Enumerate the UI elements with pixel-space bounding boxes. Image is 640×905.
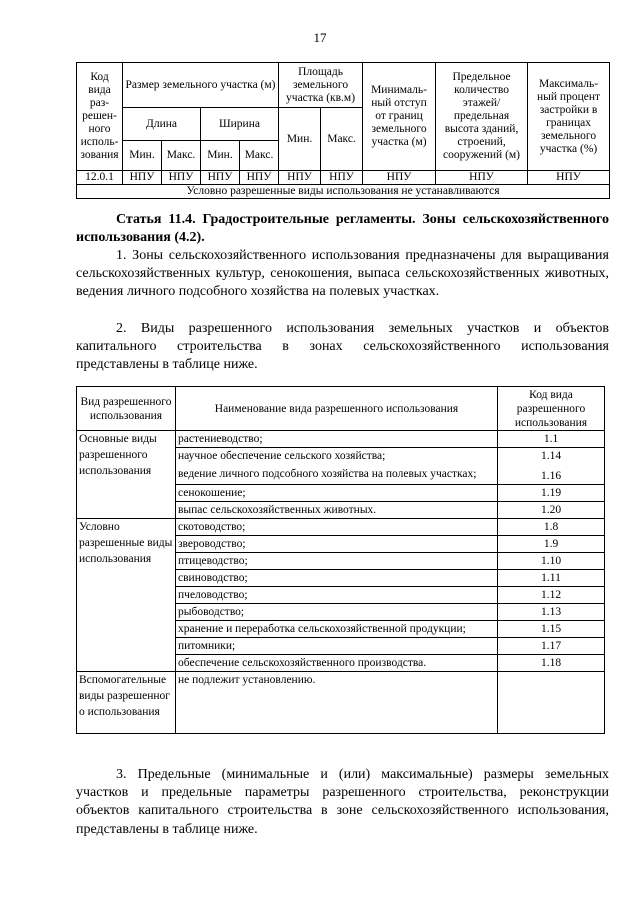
group-main: Основные виды разрешенного использования	[77, 431, 176, 519]
header-width: Ширина	[201, 108, 279, 141]
use-name: сенокошение;	[176, 485, 498, 502]
header-area-max: Макс.	[321, 108, 363, 171]
header-width-max: Макс.	[240, 141, 279, 171]
cell: НПУ	[162, 171, 201, 185]
article-title	[76, 211, 609, 247]
cell: НПУ	[321, 171, 363, 185]
header-code: Код вида разрешенного использования	[498, 387, 605, 431]
table-note: Условно разрешенные виды использования не устанавливаются	[77, 185, 610, 199]
use-name: ведение личного подсобного хозяйства на полевых участках;	[176, 464, 498, 485]
cell: НПУ	[201, 171, 240, 185]
header-type: Вид разрешенного использования	[77, 387, 176, 431]
cell: НПУ	[279, 171, 321, 185]
use-name: выпас сельскохозяйственных животных.	[176, 502, 498, 519]
header-area: Площадь земельного участка (кв.м)	[279, 63, 363, 108]
use-code: 1.16	[498, 464, 605, 485]
use-name: не подлежит установлению.	[176, 672, 498, 734]
zone-parameters-table	[76, 62, 610, 199]
use-code: 1.10	[498, 553, 605, 570]
header-length: Длина	[123, 108, 201, 141]
use-name: хранение и переработка сельскохозяйственной продукции;	[176, 621, 498, 638]
paragraph-1: 1. Зоны сельскохозяйственного использования предназначены для выращивания сельскохозяйственных культур, сенокошения, выпаса сельскохозяйственных животных, ведения личного подсобного хозяйства на полевых участках.	[76, 248, 609, 300]
permitted-use-table	[76, 386, 605, 734]
use-name: научное обеспечение сельского хозяйства;	[176, 448, 498, 465]
header-code: Код вида раз-решен-ного исполь-зования	[77, 63, 123, 171]
page-number: 17	[313, 30, 327, 45]
use-code: 1.17	[498, 638, 605, 655]
header-floors: Предельное количество этажей/ предельная высота зданий, строений, сооружений (м)	[436, 63, 528, 171]
use-name: скотоводство;	[176, 519, 498, 536]
use-code: 1.9	[498, 536, 605, 553]
header-setback: Минималь-ный отступ от границ земельного участка (м)	[363, 63, 436, 171]
use-code: 1.18	[498, 655, 605, 672]
header-length-min: Мин.	[123, 141, 162, 171]
use-code: 1.8	[498, 519, 605, 536]
use-name: питомники;	[176, 638, 498, 655]
header-name: Наименование вида разрешенного использования	[176, 387, 498, 431]
group-auxiliary: Вспомогательные виды разрешенного использования	[77, 672, 176, 734]
table-row	[77, 171, 610, 185]
cell: НПУ	[363, 171, 436, 185]
use-name: звероводство;	[176, 536, 498, 553]
use-code	[498, 672, 605, 734]
header-percent: Максималь-ный процент застройки в границах земельного участка (%)	[528, 63, 610, 171]
use-code: 1.15	[498, 621, 605, 638]
header-length-max: Макс.	[162, 141, 201, 171]
use-name: обеспечение сельскохозяйственного производства.	[176, 655, 498, 672]
cell: НПУ	[436, 171, 528, 185]
use-code: 1.13	[498, 604, 605, 621]
article-title-text: Статья 11.4. Градостроительные регламенты. Зоны сельскохозяйственного использования (4.2).	[76, 212, 609, 246]
use-name: птицеводство;	[176, 553, 498, 570]
cell: НПУ	[240, 171, 279, 185]
use-name: рыбоводство;	[176, 604, 498, 621]
header-size: Размер земельного участка (м)	[123, 63, 279, 108]
use-code: 1.12	[498, 587, 605, 604]
header-width-min: Мин.	[201, 141, 240, 171]
group-conditional: Условно разрешенные виды использования	[77, 519, 176, 672]
paragraph-3: 3. Предельные (минимальные и (или) максимальные) размеры земельных участков и предельные параметры разрешенного строительства, реконструкции объектов капитального строительства в зоне сельскохозяйственного использования, представлены в таблице ниже.	[76, 767, 609, 837]
use-name: пчеловодство;	[176, 587, 498, 604]
use-code: 1.14	[498, 448, 605, 465]
cell: 12.0.1	[77, 171, 123, 185]
cell: НПУ	[123, 171, 162, 185]
paragraph-2: 2. Виды разрешенного использования земельных участков и объектов капитального строительства в зонах сельскохозяйственного использования представлены в таблице ниже.	[76, 321, 609, 373]
use-code: 1.20	[498, 502, 605, 519]
use-code: 1.1	[498, 431, 605, 448]
use-name: растениеводство;	[176, 431, 498, 448]
use-code: 1.19	[498, 485, 605, 502]
header-area-min: Мин.	[279, 108, 321, 171]
use-name: свиноводство;	[176, 570, 498, 587]
use-code: 1.11	[498, 570, 605, 587]
cell: НПУ	[528, 171, 610, 185]
